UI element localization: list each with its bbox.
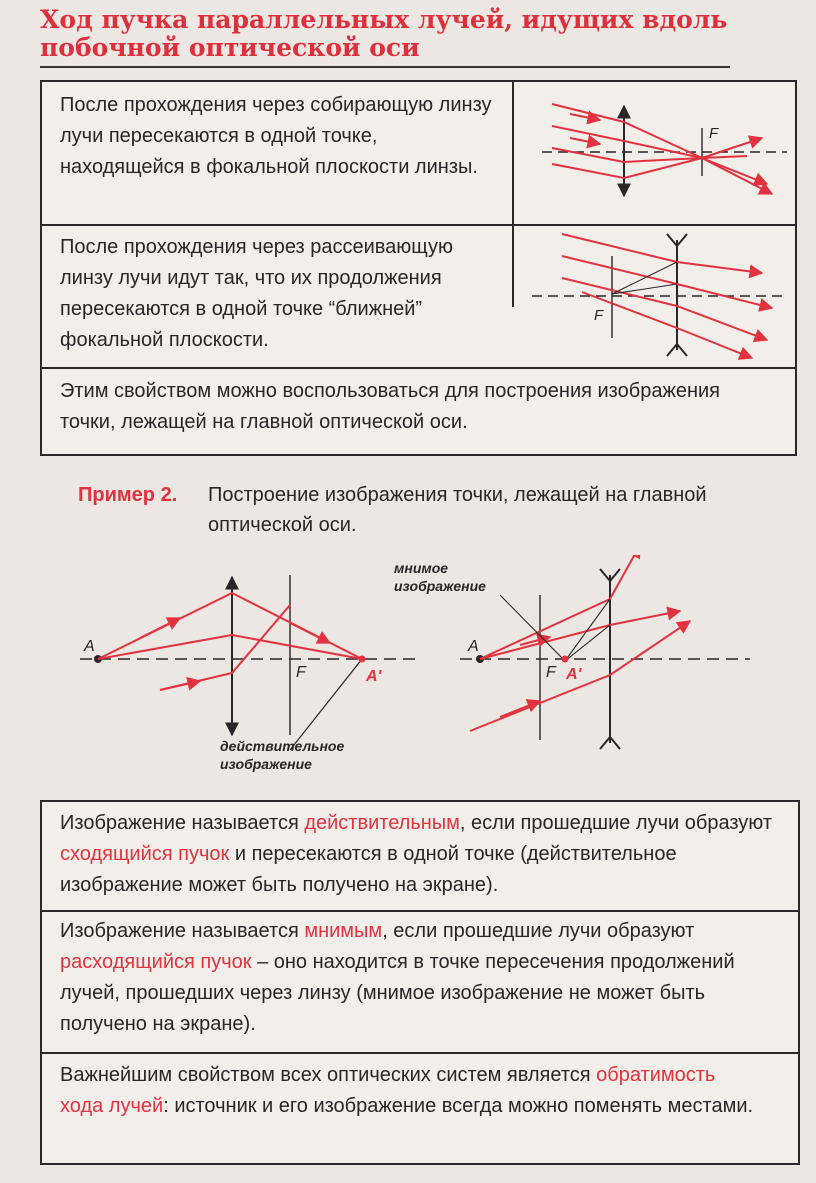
virtual-def-text-b: , если прошедшие лучи образуют (382, 920, 695, 942)
focus-label-2: F (594, 307, 604, 324)
definitions-divider-1 (42, 910, 798, 912)
point-a-label: A (84, 638, 95, 655)
reversibility-statement (60, 1060, 760, 1122)
cell-divider-1 (42, 224, 795, 226)
diverging-lens-text: После прохождения через рассеивающую линзу лучи идут так, что их продолжения пересекаются в одной точке “ближней” фокальной плоскости. (60, 236, 453, 351)
reversibility-term: обратимость хода лучей (60, 1064, 716, 1117)
example-label: Пример 2. (78, 484, 178, 506)
virtual-def-text-c: – оно находится в точке пересечения продолжений лучей, прошедших через линзу (мнимое изображение не может быть получено на экране). (60, 951, 735, 1035)
diverging-lens-diagram (522, 228, 792, 366)
real-def-text-b: , если прошедшие лучи образуют (459, 812, 773, 834)
focus-label-4: F (546, 664, 556, 681)
page-title: Ход пучка параллельных лучей, идущих вдоль побочной оптической оси (40, 5, 728, 62)
example-heading (78, 480, 788, 536)
properties-box (40, 80, 797, 456)
construction-note-text: Этим свойством можно воспользоваться для построения изображения точки, лежащей на главной оптической оси. (60, 380, 720, 433)
virtual-a-prime-label: A' (566, 666, 582, 683)
real-image-caption-1: действительное (220, 738, 345, 754)
converging-lens-diagram (522, 86, 792, 221)
example-text: Построение изображения точки, лежащей на главной оптической оси. (208, 484, 707, 536)
focus-label: F (709, 125, 719, 142)
virtual-image-definition (60, 916, 780, 1040)
reversibility-text-b: : источник и его изображение всегда можно поменять местами. (163, 1095, 754, 1117)
virtual-image-caption-2: изображение (394, 578, 486, 594)
virtual-image-caption-1: мнимое (394, 560, 449, 576)
virtual-def-term-2: расходящийся пучок (60, 951, 252, 973)
virtual-def-text-a: Изображение называется (60, 920, 305, 942)
image-construction-diagrams (60, 555, 760, 785)
cell-divider-vertical (512, 82, 514, 307)
converging-lens-text: После прохождения через собирающую линзу лучи пересекаются в одной точке, находящейся в фокальной плоскости линзы. (60, 94, 492, 178)
parallel-rays (552, 104, 772, 194)
virtual-def-term: мнимым (304, 920, 383, 942)
real-def-text-a: Изображение называется (60, 812, 305, 834)
point-a-label-2: A (468, 638, 479, 655)
real-image-caption-2: изображение (220, 756, 312, 772)
definitions-box (40, 800, 800, 1165)
real-image-diagram (80, 575, 420, 772)
real-def-term: действительным (304, 812, 460, 834)
virtual-image-diagram (394, 555, 750, 749)
real-image-definition (60, 808, 780, 901)
real-def-text-c: и пересекаются в одной точке (действительное изображение может быть получено на экране). (60, 843, 677, 896)
definitions-divider-2 (42, 1052, 798, 1054)
title-underline (40, 66, 730, 68)
image-a-prime-label: A' (366, 668, 382, 685)
reversibility-text-a: Важнейшим свойством всех оптических систем является (60, 1064, 597, 1086)
real-def-term-2: сходящийся пучок (60, 843, 230, 865)
focus-label-3: F (296, 664, 306, 681)
cell-divider-2 (42, 367, 795, 369)
